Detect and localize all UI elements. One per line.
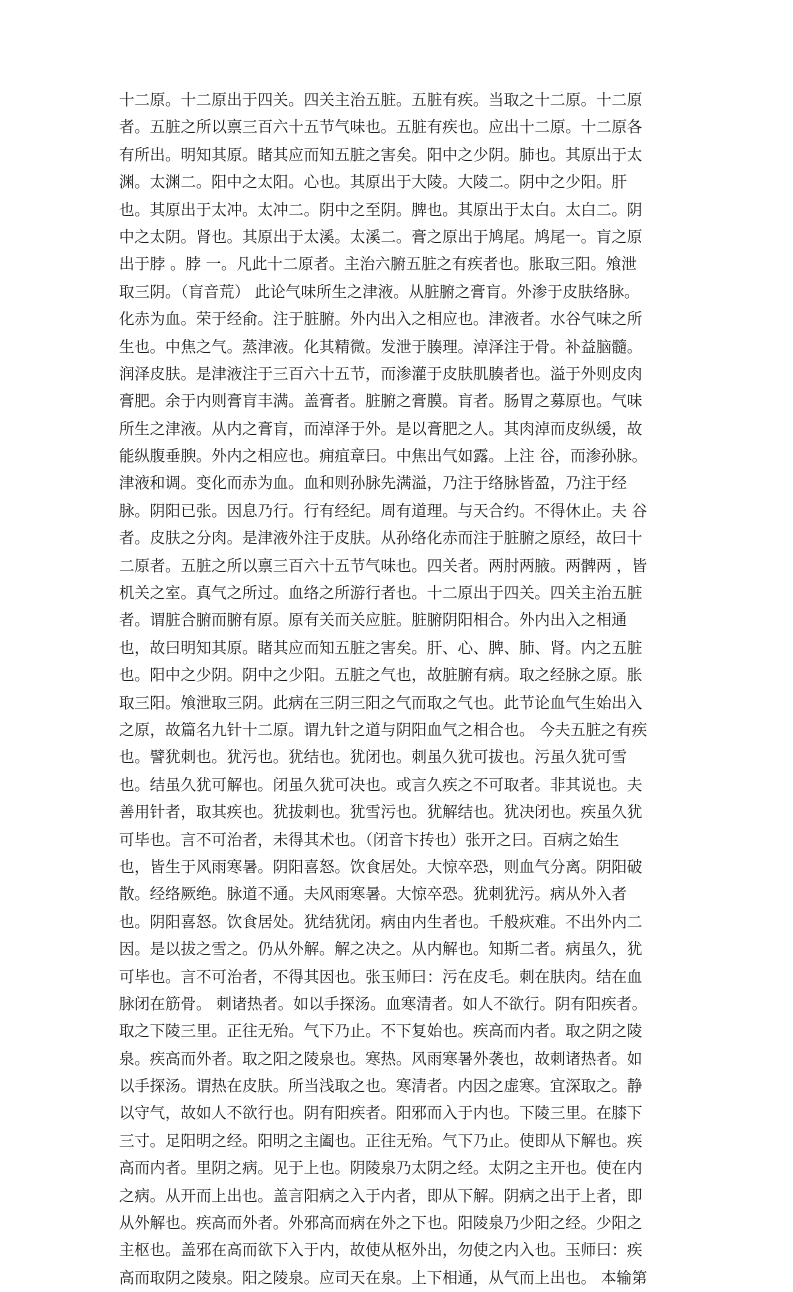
text-line-37: 以手探汤。谓热在皮肤。所当浅取之也。寒清者。内因之虚寒。宜深取之。静 <box>119 1077 643 1096</box>
text-line-17: 者。皮肤之分肉。是津液外注于皮肤。从孙络化赤而注于脏腑之原经，故曰十 <box>119 529 643 548</box>
text-line-3: 有所出。明知其原。睹其应而知五脏之害矣。阳中之少阴。肺也。其原出于太 <box>119 145 643 164</box>
text-line-20: 者。谓脏合腑而腑有原。原有关而关应脏。脏腑阴阳相合。外内出入之相通 <box>119 611 627 630</box>
text-line-23: 取三阳。飧泄取三阴。此病在三阴三阳之气而取之气也。此节论血气生始出入 <box>119 693 643 712</box>
text-line-35: 取之下陵三里。正往无殆。气下乃止。不下复始也。疾高而内者。取之阴之陵 <box>119 1022 643 1041</box>
text-line-21: 也，故曰明知其原。睹其应而知五脏之害矣。肝、心、脾、肺、肾。内之五脏 <box>119 638 643 657</box>
text-line-38: 以守气，故如人不欲行也。阴有阳疾者。阳邪而入于内也。下陵三里。在膝下 <box>119 1104 643 1123</box>
text-line-1: 十二原。十二原出于四关。四关主治五脏。五脏有疾。当取之十二原。十二原 <box>119 91 643 109</box>
text-line-32: 因。是以拔之雪之。仍从外解。解之决之。从内解也。知斯二者。病虽久，犹 <box>119 940 643 959</box>
text-line-12: 膏肥。余于内则膏肓丰满。盖膏者。脏腑之膏膜。肓者。肠胃之募原也。气味 <box>119 392 643 411</box>
text-line-19: 机关之室。真气之所过。血络之所游行者也。十二原出于四关。四关主治五脏 <box>119 584 643 603</box>
text-line-31: 也。阴阳喜怒。饮食居处。犹结犹闭。病由内生者也。千般疢难。不出外内二 <box>119 912 643 931</box>
text-line-33: 可毕也。言不可治者，不得其因也。张玉师曰：污在皮毛。刺在肤肉。结在血 <box>119 967 643 986</box>
text-line-43: 主枢也。盖邪在高而欲下入于内，故使从枢外出，勿使之内入也。玉师曰：疾 <box>119 1241 643 1260</box>
text-line-11: 润泽皮肤。是津液注于三百六十五节，而渗灌于皮肤肌腠者也。溢于外则皮肉 <box>119 364 643 383</box>
text-line-4: 渊。太渊二。阳中之太阳。心也。其原出于大陵。大陵二。阴中之少阳。肝 <box>119 173 627 192</box>
text-line-29: 也，皆生于风雨寒暑。阴阳喜怒。饮食居处。大惊卒恐，则血气分离。阴阳破 <box>119 857 643 876</box>
text-line-40: 高而内者。里阴之病。见于上也。阴陵泉乃太阴之经。太阴之主开也。使在内 <box>119 1159 643 1178</box>
text-line-9: 化赤为血。荣于经俞。注于脏腑。外内出入之相应也。津液者。水谷气味之所 <box>119 310 643 329</box>
text-line-7: 出于脖 。脖 一。凡此十二原者。主治六腑五脏之有疾者也。胀取三阳。飧泄 <box>119 255 637 274</box>
text-line-34: 脉闭在筋骨。 刺诸热者。如以手探汤。血寒清者。如人不欲行。阴有阳疾者。 <box>119 994 648 1013</box>
text-line-42: 从外解也。疾高而外者。外邪高而病在外之下也。阳陵泉乃少阳之经。少阳之 <box>119 1214 643 1233</box>
text-line-28: 可毕也。言不可治者，未得其术也。（闭音卞抟也）张开之曰。百病之始生 <box>119 830 620 849</box>
text-line-5: 也。其原出于太冲。太冲二。阴中之至阴。脾也。其原出于太白。太白二。阴 <box>119 200 643 219</box>
text-line-16: 脉。阴阳已张。因息乃行。行有经纪。周有道理。与天合约。不得休止。夫 谷 <box>119 501 648 520</box>
text-line-18: 二原者。五脏之所以禀三百六十五节气味也。四关者。两肘两腋。两髀两 ，皆 <box>119 556 648 575</box>
text-line-41: 之病。从开而上出也。盖言阳病之入于内者，即从下解。阴病之出于上者，即 <box>119 1186 643 1205</box>
text-line-25: 也。譬犹刺也。犹污也。犹结也。犹闭也。刺虽久犹可拔也。污虽久犹可雪 <box>119 748 627 767</box>
text-line-8: 取三阴。（肓音荒） 此论气味所生之津液。从脏腑之膏肓。外渗于皮肤络脉。 <box>119 282 640 301</box>
text-line-2: 者。五脏之所以禀三百六十五节气味也。五脏有疾也。应出十二原。十二原各 <box>119 118 643 137</box>
text-line-26: 也。结虽久犹可解也。闭虽久犹可决也。或言久疾之不可取者。非其说也。夫 <box>119 775 643 794</box>
document-page <box>119 87 679 1292</box>
text-line-6: 中之太阴。肾也。其原出于太溪。太溪二。膏之原出于鸠尾。鸠尾一。肓之原 <box>119 227 643 246</box>
text-line-36: 泉。疾高而外者。取之阳之陵泉也。寒热。风雨寒暑外袭也，故刺诸热者。如 <box>119 1049 643 1068</box>
text-line-22: 也。阳中之少阴。阴中之少阳。五脏之气也，故脏腑有病。取之经脉之原。胀 <box>119 666 643 685</box>
text-line-13: 所生之津液。从内之膏肓，而淖泽于外。是以膏肥之人。其肉淖而皮纵缓，故 <box>119 419 643 438</box>
text-line-44: 高而取阴之陵泉。阳之陵泉。应司天在泉。上下相通，从气而上出也。 本输第 <box>119 1268 648 1287</box>
text-line-39: 三寸。足阳明之经。阳明之主阖也。正往无殆。气下乃止。使即从下解也。疾 <box>119 1131 643 1150</box>
text-line-30: 散。经络厥绝。脉道不通。夫风雨寒暑。大惊卒恐。犹刺犹污。病从外入者 <box>119 885 627 904</box>
text-line-24: 之原，故篇名九针十二原。谓九针之道与阴阳血气之相合也。 今夫五脏之有疾 <box>119 720 648 739</box>
text-line-10: 生也。中焦之气。蒸津液。化其精微。发泄于腠理。淖泽注于骨。补益脑髓。 <box>119 337 643 356</box>
text-line-27: 善用针者，取其疾也。犹拔刺也。犹雪污也。犹解结也。犹决闭也。疾虽久犹 <box>119 803 643 822</box>
text-line-14: 能纵腹垂腴。外内之相应也。痈疽章曰。中焦出气如露。上注 谷，而渗孙脉。 <box>119 447 648 466</box>
text-line-15: 津液和调。变化而赤为血。血和则孙脉先满溢，乃注于络脉皆盈，乃注于经 <box>119 474 627 493</box>
